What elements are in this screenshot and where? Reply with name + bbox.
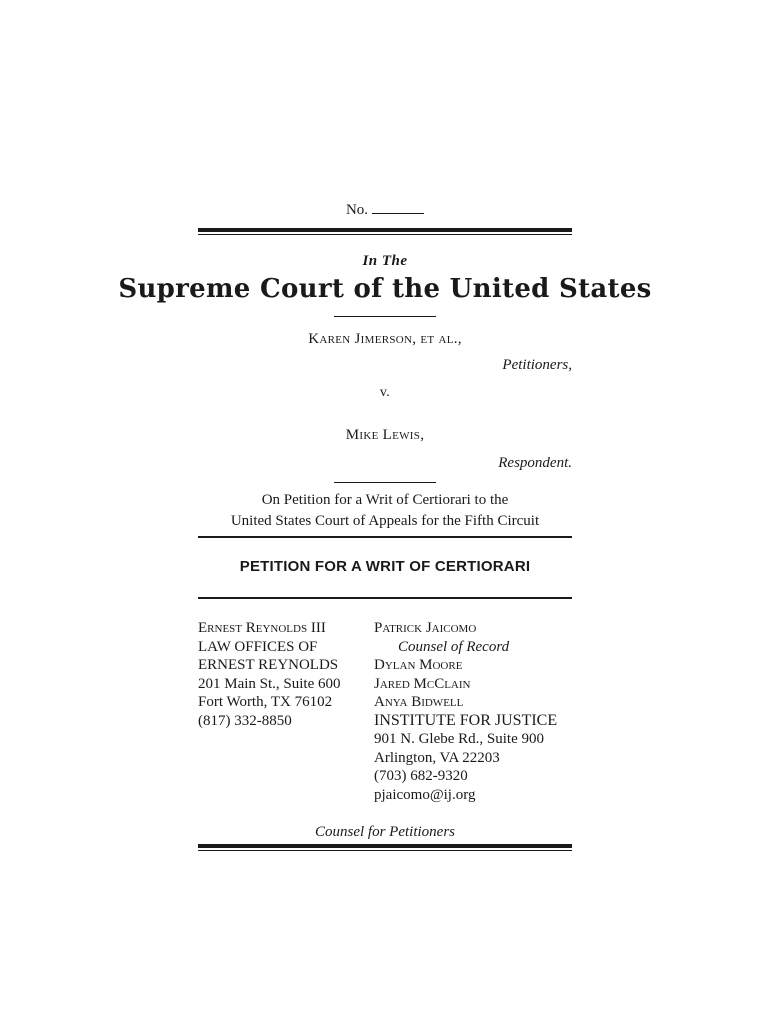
- phone-line: (703) 682-9320: [374, 768, 468, 784]
- counsel-right-block: [374, 619, 557, 804]
- counsel-name: Ernest Reynolds III: [198, 620, 326, 636]
- firm-name-line-2: ERNEST REYNOLDS: [198, 657, 339, 673]
- respondent-name: Mike Lewis,: [345, 427, 425, 443]
- counsel-name: Anya Bidwell: [374, 694, 464, 710]
- bottom-rule: [198, 844, 572, 848]
- petitioner-role: Petitioners,: [502, 357, 572, 373]
- court-name: Supreme Court of the United States: [118, 274, 652, 304]
- title-bottom-rule: [198, 597, 572, 599]
- title-top-rule: [198, 536, 572, 538]
- docket-blank: [372, 201, 424, 214]
- address-line: 901 N. Glebe Rd., Suite 900: [374, 731, 544, 747]
- city-line: Arlington, VA 22203: [374, 749, 500, 766]
- lead-counsel-name: Patrick Jaicomo: [374, 620, 477, 636]
- docket-label: No.: [345, 202, 369, 218]
- firm-name-line-1: LAW OFFICES OF: [198, 638, 318, 655]
- petition-line-1: On Petition for a Writ of Certiorari to the: [261, 492, 509, 508]
- petitioner-name: Karen Jimerson, et al.,: [308, 331, 462, 347]
- counsel-of-record: Counsel of Record: [398, 638, 510, 655]
- petition-line-2: United States Court of Appeals for the Fifth Circuit: [230, 513, 540, 529]
- address-line: 201 Main St., Suite 600: [198, 675, 341, 692]
- versus: v.: [379, 385, 391, 400]
- top-rule: [198, 228, 572, 232]
- court-divider: [334, 316, 436, 317]
- org-name: INSTITUTE FOR JUSTICE: [374, 711, 558, 729]
- docket-number: [0, 201, 770, 219]
- in-the-heading: In The: [362, 253, 408, 269]
- phone-line: (817) 332-8850: [198, 712, 292, 729]
- city-line: Fort Worth, TX 76102: [198, 694, 333, 710]
- document-title: PETITION FOR A WRIT OF CERTIORARI: [239, 558, 531, 575]
- caption-divider: [334, 482, 436, 483]
- counsel-for-petitioners: Counsel for Petitioners: [315, 824, 455, 840]
- counsel-name: Dylan Moore: [374, 657, 463, 673]
- counsel-name: Jared McClain: [374, 675, 471, 692]
- email-line: pjaicomo@ij.org: [374, 786, 476, 803]
- respondent-role: Respondent.: [498, 455, 572, 471]
- counsel-left-block: [198, 619, 341, 730]
